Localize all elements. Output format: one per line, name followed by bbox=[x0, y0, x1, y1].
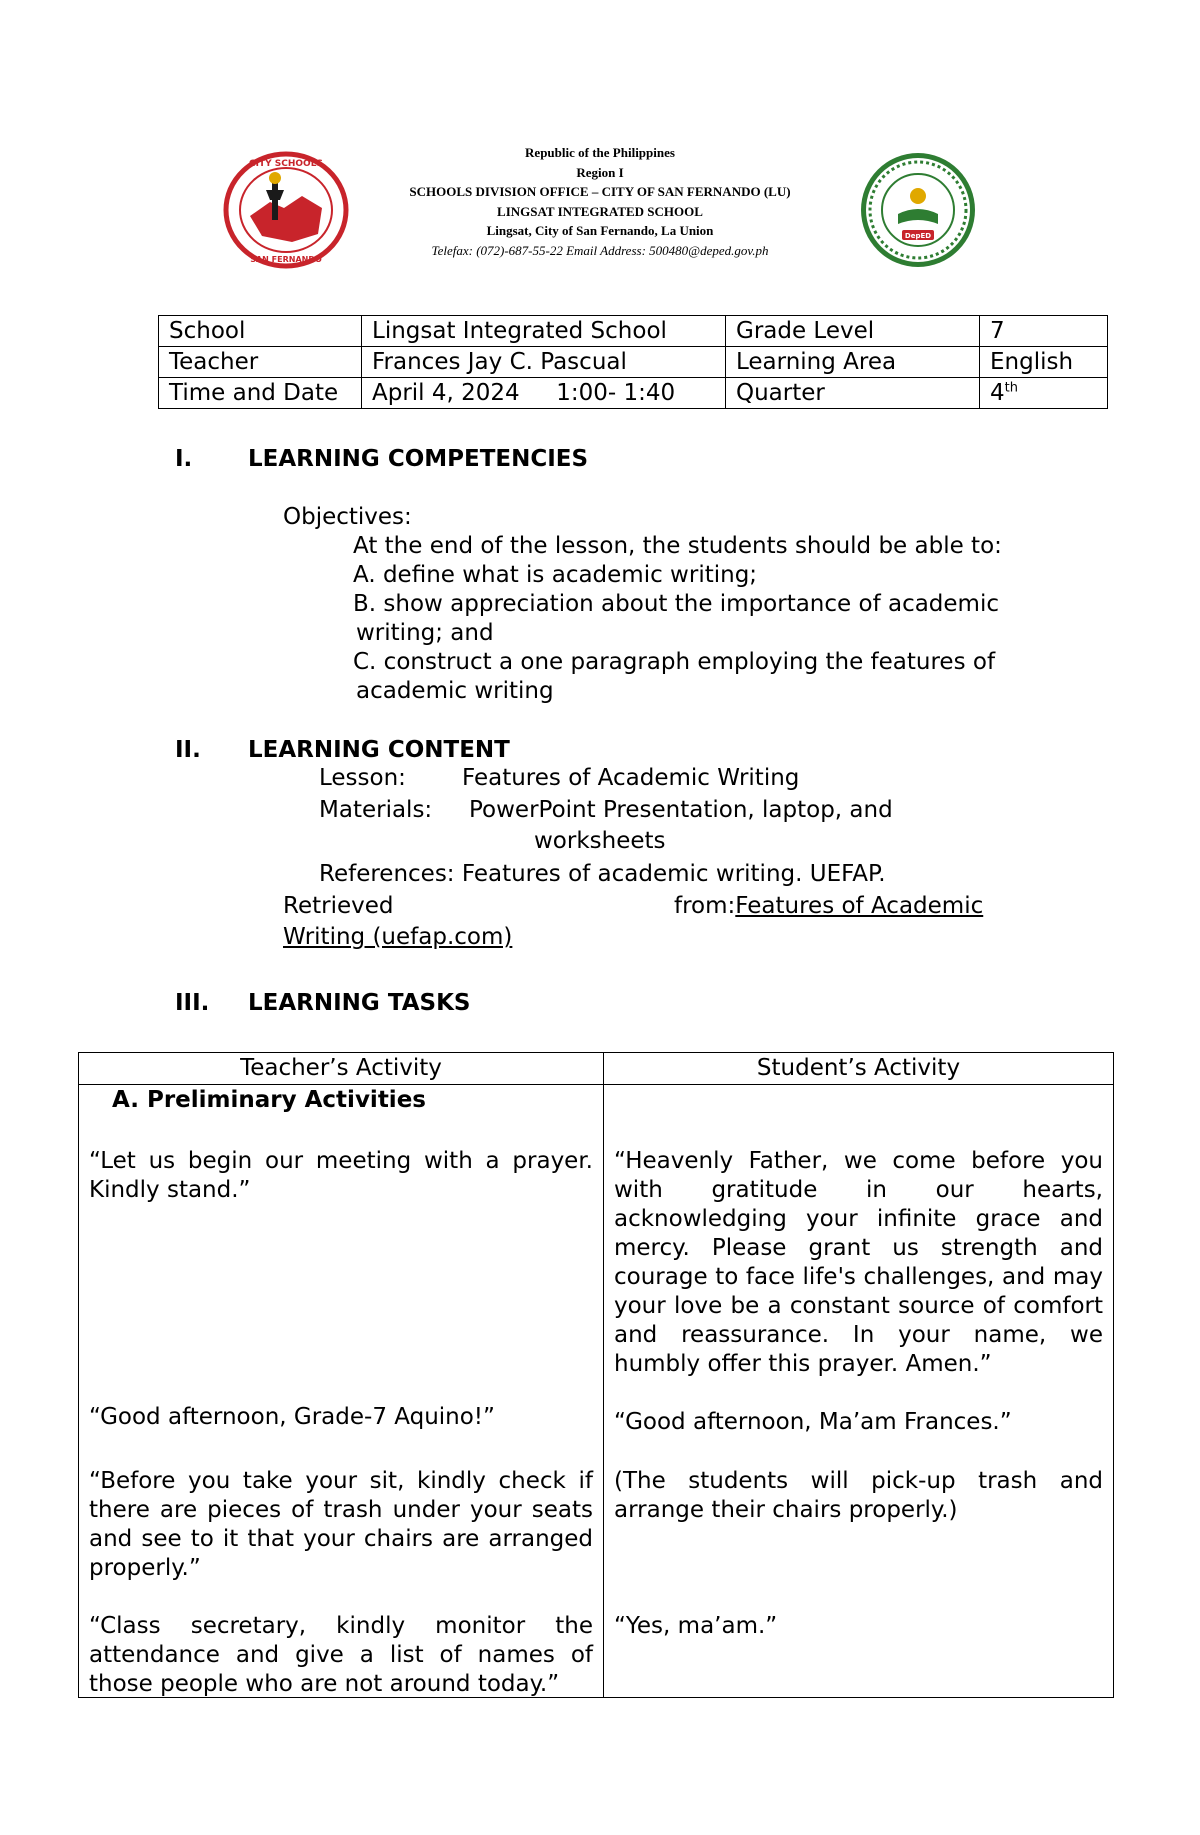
svg-text:SAN FERNANDO: SAN FERNANDO bbox=[250, 255, 322, 264]
section-numeral: III. bbox=[175, 990, 210, 1016]
grade-level-value: 7 bbox=[980, 316, 1108, 347]
teacher-prayer-prompt: “Let us begin our meeting with a prayer. Kindly stand.” bbox=[89, 1148, 593, 1203]
section-numeral: II. bbox=[175, 737, 201, 763]
reference-link-text[interactable]: Features of Academic bbox=[735, 893, 984, 919]
materials-label: Materials: bbox=[319, 797, 433, 823]
teacher-label: Teacher bbox=[159, 347, 362, 378]
teacher-attendance-instruction: “Class secretary, kindly monitor the attendance and give a list of names of those people who are not around today.” bbox=[89, 1613, 593, 1697]
class-info-table bbox=[158, 315, 1108, 409]
svg-text:DepED: DepED bbox=[904, 232, 932, 240]
svg-text:CITY SCHOOLS: CITY SCHOOLS bbox=[249, 159, 323, 169]
lesson-value: Features of Academic Writing bbox=[462, 765, 800, 791]
teacher-activity-header: Teacher’s Activity bbox=[79, 1053, 604, 1085]
materials-value-line2: worksheets bbox=[534, 828, 666, 854]
section-title: LEARNING COMPETENCIES bbox=[248, 446, 589, 472]
teacher-trash-instruction: “Before you take your sit, kindly check if there are pieces of trash under your seats and see to it that your chairs are arranged properly.” bbox=[89, 1468, 593, 1581]
section-title: LEARNING TASKS bbox=[248, 990, 471, 1016]
objective-c-line2: academic writing bbox=[356, 678, 554, 704]
quarter-number: 4 bbox=[990, 379, 1005, 406]
header-division: SCHOOLS DIVISION OFFICE – CITY OF SAN FERNANDO (LU) bbox=[409, 184, 791, 199]
objective-a: A. define what is academic writing; bbox=[353, 562, 758, 588]
table-row bbox=[159, 347, 1108, 378]
learning-area-value: English bbox=[980, 347, 1108, 378]
objectives-intro: At the end of the lesson, the students should be able to: bbox=[353, 533, 1002, 559]
references-text: References: Features of academic writing. UEFAP. bbox=[319, 861, 886, 887]
table-row bbox=[79, 1085, 1114, 1698]
section-numeral: I. bbox=[175, 446, 193, 472]
retrieved-label: Retrieved bbox=[283, 893, 394, 919]
materials-value-line1: PowerPoint Presentation, laptop, and bbox=[469, 797, 893, 823]
reference-link-line2[interactable]: Writing (uefap.com) bbox=[283, 924, 513, 950]
objective-b-line2: writing; and bbox=[356, 620, 494, 646]
header-region: Region I bbox=[576, 164, 624, 180]
header-contact: Telefax: (072)-687-55-22 Email Address: 500480@deped.gov.ph bbox=[431, 242, 769, 258]
time-date-label: Time and Date bbox=[159, 378, 362, 409]
student-trash-response: (The students will pick-up trash and arrange their chairs properly.) bbox=[614, 1468, 1103, 1523]
header-school: LINGSAT INTEGRATED SCHOOL bbox=[497, 203, 703, 219]
table-header-row bbox=[79, 1053, 1114, 1085]
teacher-greeting: “Good afternoon, Grade-7 Aquino!” bbox=[89, 1404, 495, 1430]
reference-link-line1[interactable] bbox=[674, 892, 983, 921]
lesson-label: Lesson: bbox=[319, 765, 406, 791]
grade-level-label: Grade Level bbox=[726, 316, 980, 347]
quarter-suffix: th bbox=[1004, 379, 1018, 395]
quarter-value bbox=[980, 378, 1108, 409]
table-row bbox=[159, 378, 1108, 409]
student-attendance-response: “Yes, ma’am.” bbox=[614, 1613, 778, 1639]
student-activity-cell bbox=[604, 1085, 1114, 1698]
teacher-activity-cell bbox=[79, 1085, 604, 1698]
student-activity-header: Student’s Activity bbox=[604, 1053, 1114, 1085]
from-label: from: bbox=[674, 893, 736, 919]
section-title: LEARNING CONTENT bbox=[248, 737, 510, 763]
header-address: Lingsat, City of San Fernando, La Union bbox=[486, 223, 714, 238]
lingsat-school-seal bbox=[858, 150, 978, 270]
objectives-label: Objectives: bbox=[283, 504, 412, 530]
table-row bbox=[159, 316, 1108, 347]
objective-b-line1: B. show appreciation about the importance of academic bbox=[353, 591, 999, 617]
letterhead bbox=[330, 143, 870, 260]
school-value: Lingsat Integrated School bbox=[362, 316, 726, 347]
school-label: School bbox=[159, 316, 362, 347]
time-date-value: April 4, 2024 1:00- 1:40 bbox=[362, 378, 726, 409]
student-prayer: “Heavenly Father, we come before you with gratitude in our hearts, acknowledging your infinite grace and mercy. Please grant us strength and courage to face life's challenges, and may your love be a constant source of comfort and reassurance. In your name, we humbly offer this prayer. Amen.” bbox=[614, 1148, 1103, 1377]
student-greeting-response: “Good afternoon, Ma’am Frances.” bbox=[614, 1409, 1012, 1435]
header-republic: Republic of the Philippines bbox=[525, 145, 675, 160]
quarter-label: Quarter bbox=[726, 378, 980, 409]
teacher-value: Frances Jay C. Pascual bbox=[362, 347, 726, 378]
objective-c-line1: C. construct a one paragraph employing the features of bbox=[353, 649, 996, 675]
preliminary-activities-heading: A. Preliminary Activities bbox=[112, 1087, 426, 1113]
learning-area-label: Learning Area bbox=[726, 347, 980, 378]
activities-table bbox=[78, 1052, 1114, 1698]
